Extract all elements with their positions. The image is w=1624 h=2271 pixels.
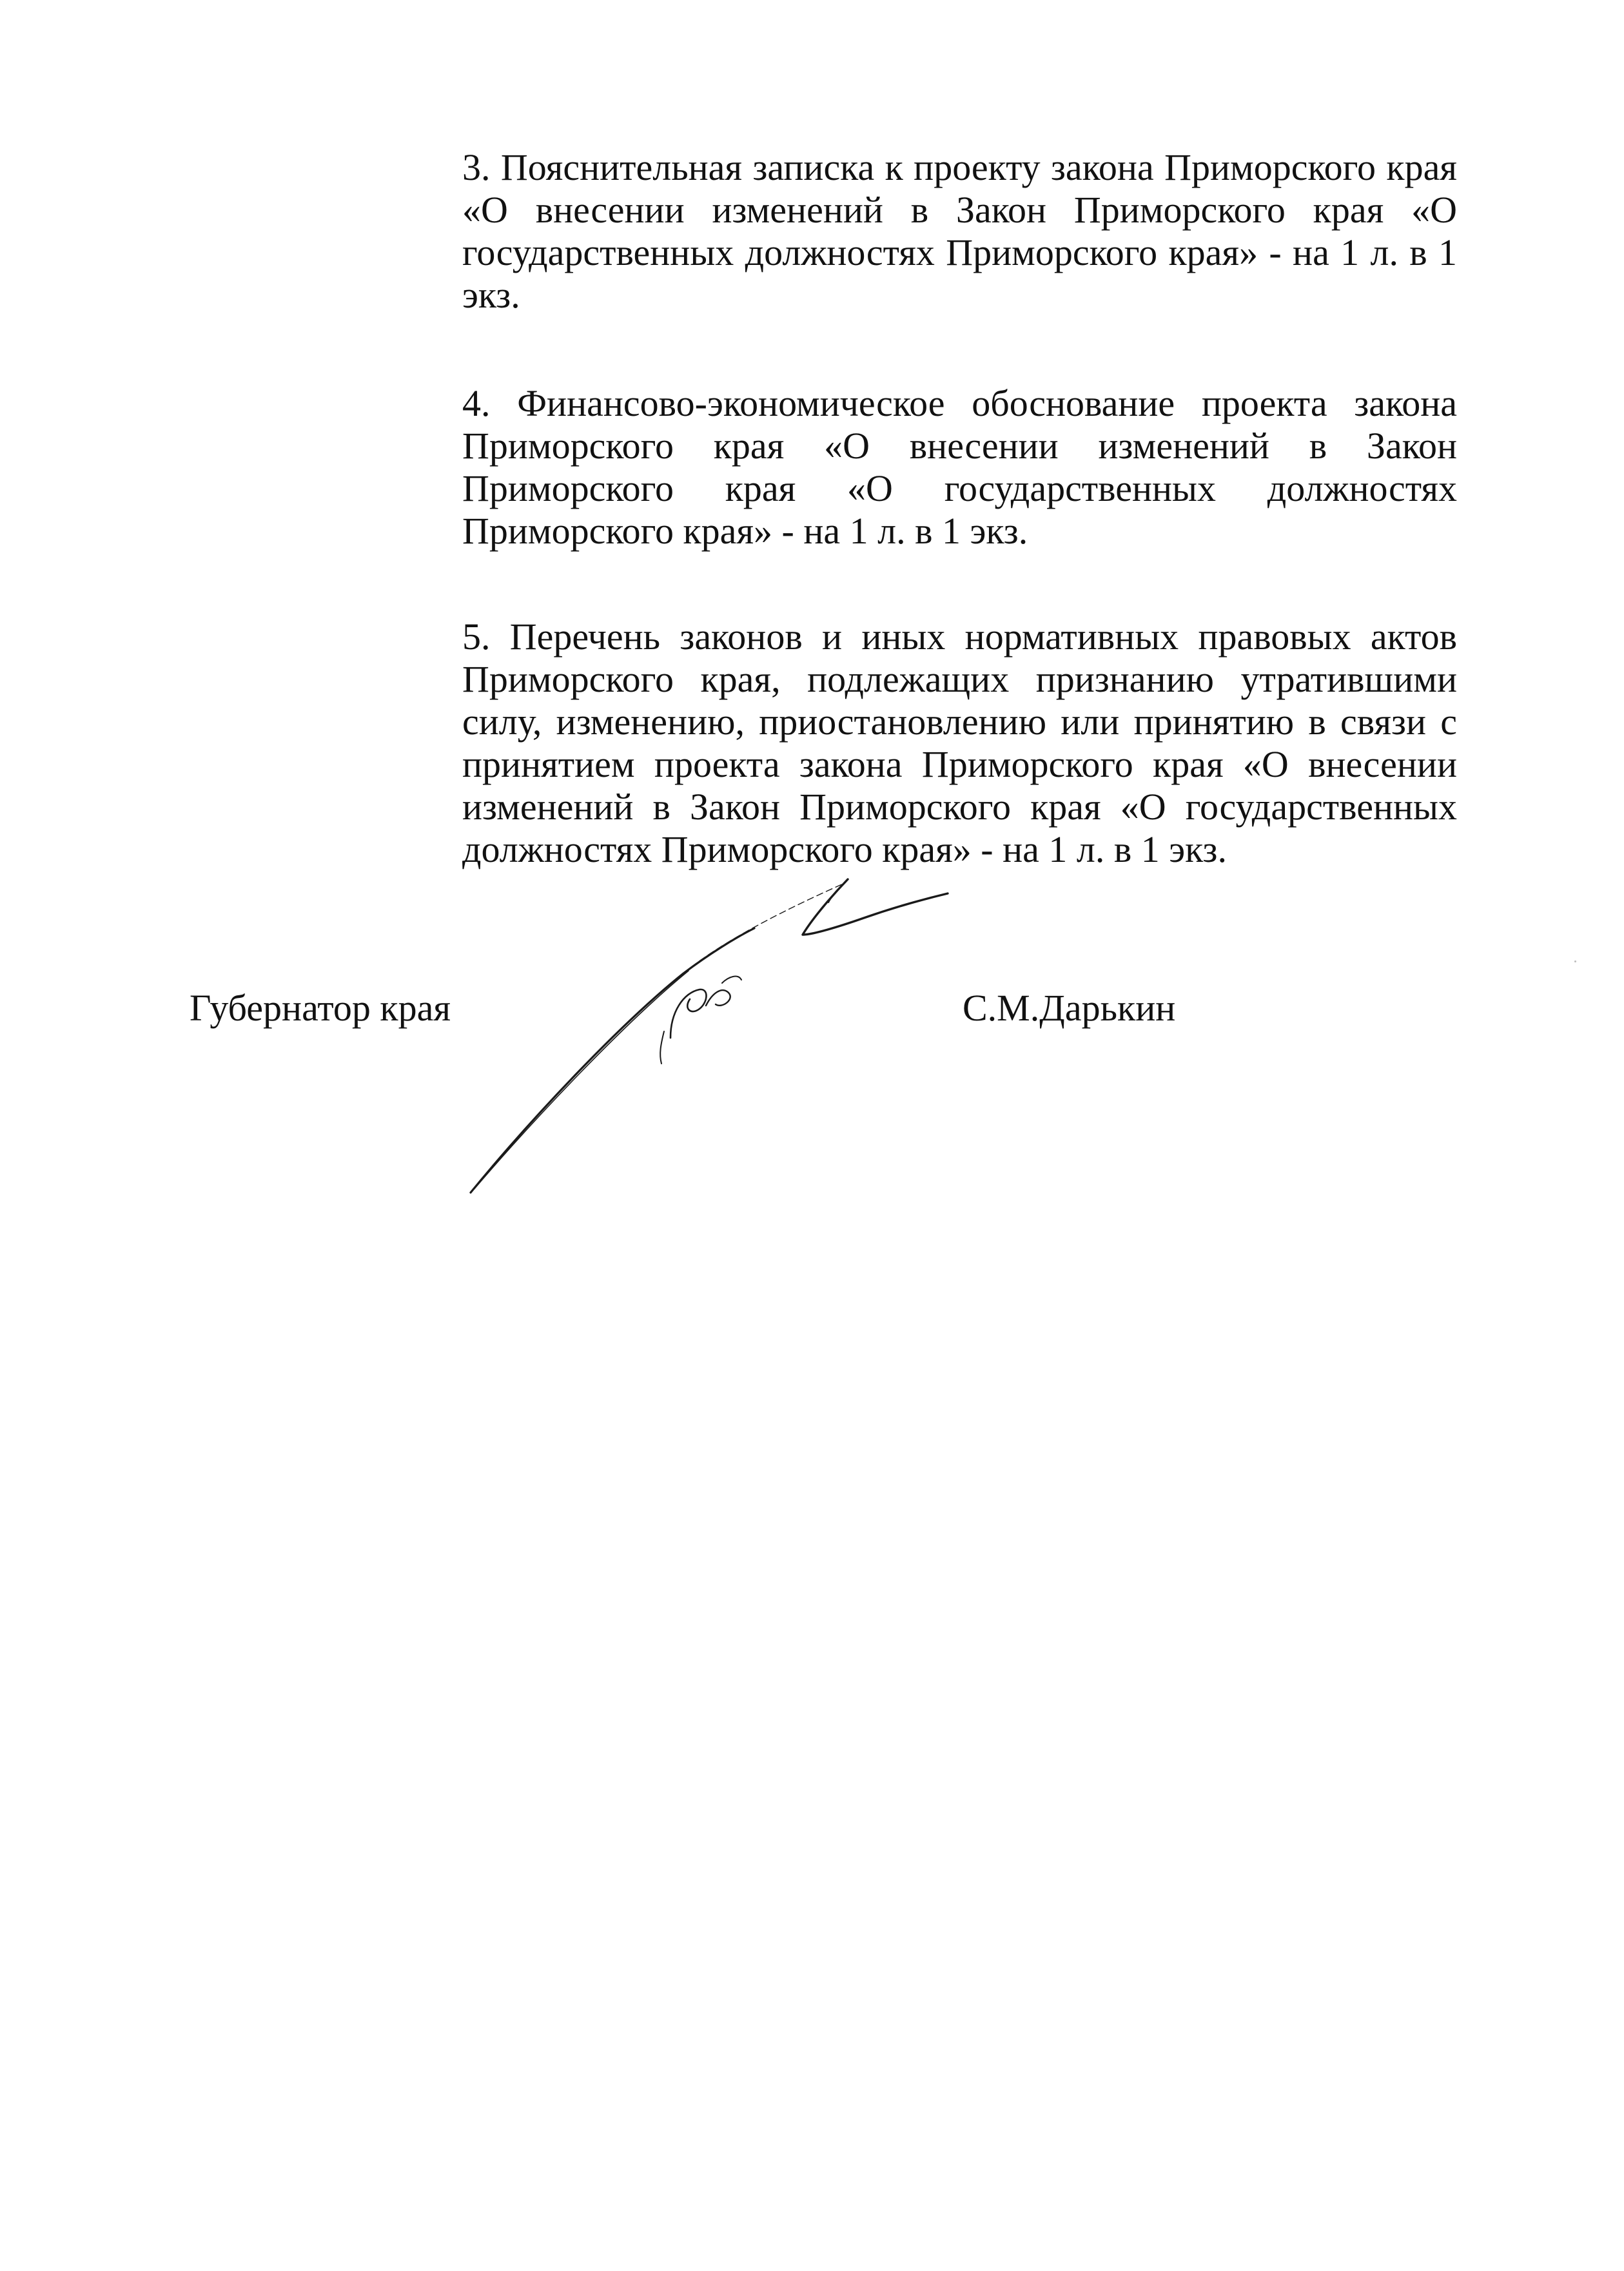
signer-name: С.М.Дарькин [963, 987, 1176, 1029]
signer-position: Губернатор края [190, 987, 451, 1029]
enclosure-item-4: 4. Финансово-экономическое обоснование проекта закона Приморского края «О внесении изменений в Закон Приморского края «О государственных должностях Приморского края» - на 1 л. в 1 экз. [462, 382, 1457, 552]
handwritten-signature-icon [451, 870, 967, 1205]
enclosure-item-3: 3. Пояснительная записка к проекту закона Приморского края «О внесении изменений в Закон Приморского края «О государственных должностях Приморского края» - на 1 л. в 1 экз. [462, 146, 1457, 316]
scan-speck [1574, 960, 1576, 962]
enclosure-item-5: 5. Перечень законов и иных нормативных правовых актов Приморского края, подлежащих признанию утратившими силу, изменению, приостановлению или принятию в связи с принятием проекта закона Приморского края «О внесении изменений в Закон Приморского края «О государственных должностях Приморского края» - на 1 л. в 1 экз. [462, 616, 1457, 870]
